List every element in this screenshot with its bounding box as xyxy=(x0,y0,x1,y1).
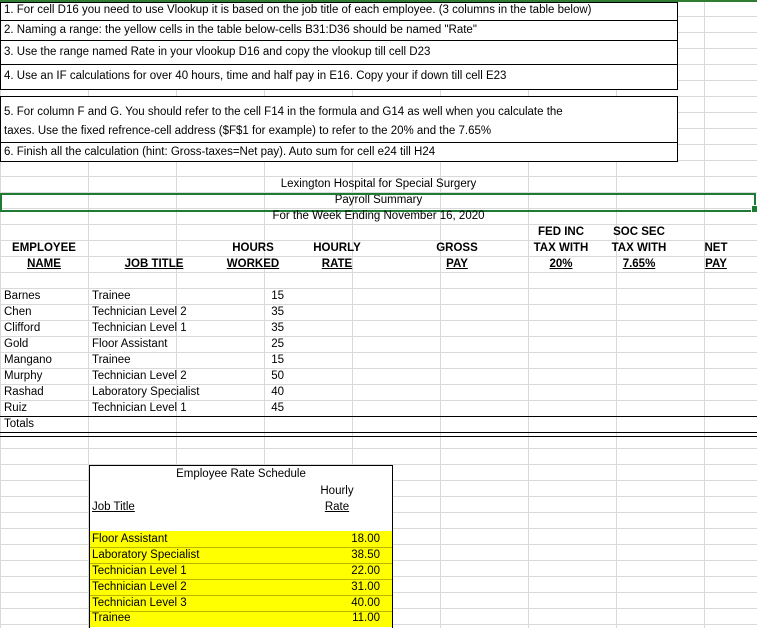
totals-top-border xyxy=(0,416,757,417)
header-hours-2[interactable]: WORKED xyxy=(226,258,280,270)
header-soc-1[interactable]: SOC SEC xyxy=(613,226,665,238)
rate-value[interactable]: 31.00 xyxy=(351,581,380,593)
rate-col-job[interactable]: Job Title xyxy=(92,501,135,513)
employee-hours[interactable]: 35 xyxy=(271,322,284,334)
employee-name[interactable]: Barnes xyxy=(4,290,41,302)
header-rate-2[interactable]: RATE xyxy=(321,258,353,270)
employee-job[interactable]: Trainee xyxy=(92,354,131,366)
instruction-3[interactable]: 3. Use the range named Rate in your vlookup D16 and copy the vlookup till cell D23 xyxy=(4,46,431,58)
rate-job[interactable]: Technician Level 1 xyxy=(92,565,187,577)
header-rate-1[interactable]: HOURLY xyxy=(313,242,361,254)
header-fed-2[interactable]: TAX WITH xyxy=(533,242,589,254)
header-soc-3[interactable]: 7.65% xyxy=(622,258,656,270)
employee-hours[interactable]: 40 xyxy=(271,386,284,398)
employee-name[interactable]: Ruiz xyxy=(4,402,28,414)
instruction-5[interactable]: 5. For column F and G. You should refer to the cell F14 in the formula and G14 as well when you calculate the xyxy=(4,106,563,118)
instr-divider xyxy=(0,20,677,21)
rate-job[interactable]: Trainee xyxy=(92,612,131,624)
employee-name[interactable]: Clifford xyxy=(4,322,41,334)
employee-job[interactable]: Technician Level 2 xyxy=(92,306,187,318)
rate-value[interactable]: 11.00 xyxy=(352,612,380,624)
rate-value[interactable]: 38.50 xyxy=(351,549,380,561)
employee-hours[interactable]: 35 xyxy=(271,306,284,318)
rate-job[interactable]: Floor Assistant xyxy=(92,533,168,545)
employee-job[interactable]: Floor Assistant xyxy=(92,338,168,350)
rate-job[interactable]: Technician Level 2 xyxy=(92,581,187,593)
header-fed-3[interactable]: 20% xyxy=(549,258,573,270)
employee-hours[interactable]: 15 xyxy=(271,290,284,302)
employee-hours[interactable]: 45 xyxy=(271,402,284,414)
rate-value[interactable]: 40.00 xyxy=(351,597,380,609)
header-hours-1[interactable]: HOURS xyxy=(232,242,274,254)
header-gross-2[interactable]: PAY xyxy=(446,258,468,270)
instruction-5b[interactable]: taxes. Use the fixed refrence-cell address ($F$1 for example) to refer to the 20% and the 7.65% xyxy=(4,125,492,137)
employee-name[interactable]: Chen xyxy=(4,306,32,318)
employee-name[interactable]: Mangano xyxy=(4,354,52,366)
employee-job[interactable]: Technician Level 1 xyxy=(92,402,187,414)
header-net-2[interactable]: PAY xyxy=(705,258,727,270)
instruction-2[interactable]: 2. Naming a range: the yellow cells in the table below-cells B31:D36 should be named "Rate" xyxy=(4,24,477,36)
rate-job[interactable]: Technician Level 3 xyxy=(92,597,187,609)
employee-name[interactable]: Gold xyxy=(4,338,29,350)
employee-hours[interactable]: 50 xyxy=(271,370,284,382)
rate-col-hourly[interactable]: Hourly xyxy=(320,485,354,497)
rate-job[interactable]: Laboratory Specialist xyxy=(92,549,200,561)
instruction-1[interactable]: 1. For cell D16 you need to use Vlookup it is based on the job title of each employee. (3 columns in the table below) xyxy=(4,4,592,16)
employee-name[interactable]: Rashad xyxy=(4,386,44,398)
employee-name[interactable]: Murphy xyxy=(4,370,43,382)
rate-col-rate[interactable]: Rate xyxy=(324,501,350,513)
employee-job[interactable]: Trainee xyxy=(92,290,131,302)
header-employee-2[interactable]: NAME xyxy=(27,258,61,270)
header-gross-1[interactable]: GROSS xyxy=(436,242,478,254)
instruction-4[interactable]: 4. Use an IF calculations for over 40 hours, time and half pay in E16. Copy your if down till cell E23 xyxy=(4,70,507,82)
header-soc-2[interactable]: TAX WITH xyxy=(611,242,667,254)
report-period[interactable]: For the Week Ending November 16, 2020 xyxy=(272,210,485,222)
instr-divider xyxy=(0,64,677,65)
instr-divider xyxy=(0,142,677,143)
employee-job[interactable]: Laboratory Specialist xyxy=(92,386,200,398)
instr-divider xyxy=(0,40,677,41)
totals-label[interactable]: Totals xyxy=(4,418,35,430)
rate-schedule-title[interactable]: Employee Rate Schedule xyxy=(176,468,306,480)
employee-job[interactable]: Technician Level 1 xyxy=(92,322,187,334)
instruction-6[interactable]: 6. Finish all the calculation (hint: Gross-taxes=Net pay). Auto sum for cell e24 till H24 xyxy=(4,146,436,158)
employee-hours[interactable]: 25 xyxy=(271,338,284,350)
header-fed-1[interactable]: FED INC xyxy=(538,226,584,238)
report-title[interactable]: Lexington Hospital for Special Surgery xyxy=(280,178,477,190)
header-employee-1[interactable]: EMPLOYEE xyxy=(12,242,76,254)
employee-job[interactable]: Technician Level 2 xyxy=(92,370,187,382)
rate-value[interactable]: 22.00 xyxy=(351,565,380,577)
rate-value[interactable]: 18.00 xyxy=(351,533,380,545)
employee-hours[interactable]: 15 xyxy=(271,354,284,366)
totals-double-border xyxy=(0,432,757,437)
report-subtitle[interactable]: Payroll Summary xyxy=(334,194,423,206)
header-job-title[interactable]: JOB TITLE xyxy=(124,258,184,270)
header-net-1[interactable]: NET xyxy=(704,242,728,254)
